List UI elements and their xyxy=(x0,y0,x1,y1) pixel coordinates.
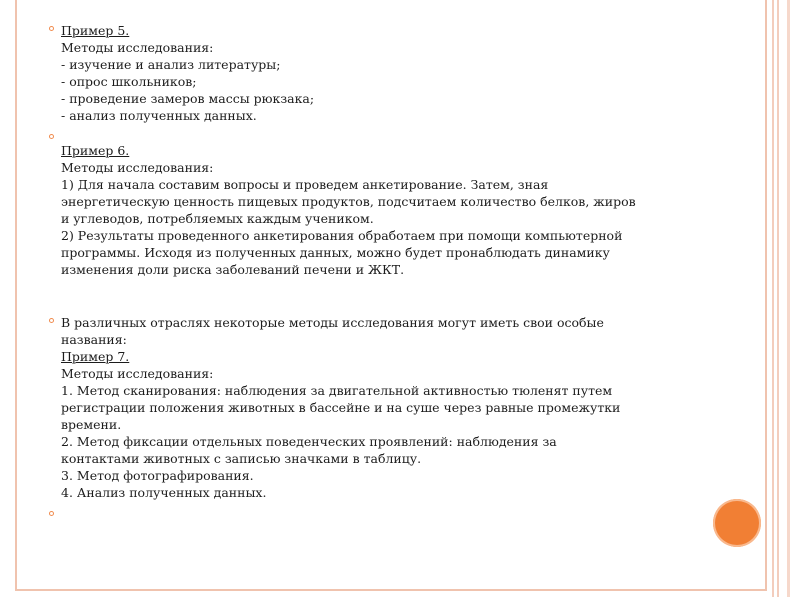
blank-line xyxy=(61,130,689,142)
decorative-circle xyxy=(713,499,761,547)
bullet-icon xyxy=(49,134,54,139)
blank-line xyxy=(61,507,689,519)
example-6-title: Пример 6. xyxy=(61,143,130,158)
bullet-icon xyxy=(49,26,54,31)
decorative-stripe xyxy=(777,0,779,597)
bullet-icon xyxy=(49,511,54,516)
text-line: Методы исследования: xyxy=(61,160,214,175)
text-line: - опрос школьников; xyxy=(61,74,197,89)
decorative-stripe xyxy=(787,0,790,597)
text-line: программы. Исходя из полученных данных, можно будет пронаблюдать динамику xyxy=(61,245,610,260)
example-6-block xyxy=(49,130,689,278)
text-line: изменения доли риска заболеваний печени и ЖКТ. xyxy=(61,262,405,277)
text-line: Методы исследования: xyxy=(61,366,214,381)
text-line: Методы исследования: xyxy=(61,40,214,55)
bullet-icon xyxy=(49,318,54,323)
example-5-title: Пример 5. xyxy=(61,23,130,38)
text-line: В различных отраслях некоторые методы исследования могут иметь свои особые xyxy=(61,315,604,330)
text-line: 2) Результаты проведенного анкетирования обработаем при помощи компьютерной xyxy=(61,228,623,243)
text-line: - изучение и анализ литературы; xyxy=(61,57,281,72)
slide-content xyxy=(49,22,689,519)
text-line: энергетическую ценность пищевых продуктов, подсчитаем количество белков, жиров xyxy=(61,194,636,209)
text-line: 4. Анализ полученных данных. xyxy=(61,485,267,500)
text-line: - анализ полученных данных. xyxy=(61,108,257,123)
decorative-stripe xyxy=(772,0,774,597)
example-7-block xyxy=(49,314,689,501)
text-line: 1. Метод сканирования: наблюдения за двигательной активностью тюленят путем xyxy=(61,383,613,398)
empty-bullet-item xyxy=(49,507,689,519)
text-line: регистрации положения животных в бассейне и на суше через равные промежутки xyxy=(61,400,621,415)
example-7-title: Пример 7. xyxy=(61,349,130,364)
text-line: названия: xyxy=(61,332,127,347)
text-line: времени. xyxy=(61,417,122,432)
text-line: 3. Метод фотографирования. xyxy=(61,468,254,483)
text-line: - проведение замеров массы рюкзака; xyxy=(61,91,315,106)
text-line: контактами животных с записью значками в таблицу. xyxy=(61,451,422,466)
text-line: 1) Для начала составим вопросы и проведем анкетирование. Затем, зная xyxy=(61,177,549,192)
example-5-block xyxy=(49,22,689,124)
text-line: и углеводов, потребляемых каждым учеником. xyxy=(61,211,374,226)
text-line: 2. Метод фиксации отдельных поведенческих проявлений: наблюдения за xyxy=(61,434,557,449)
